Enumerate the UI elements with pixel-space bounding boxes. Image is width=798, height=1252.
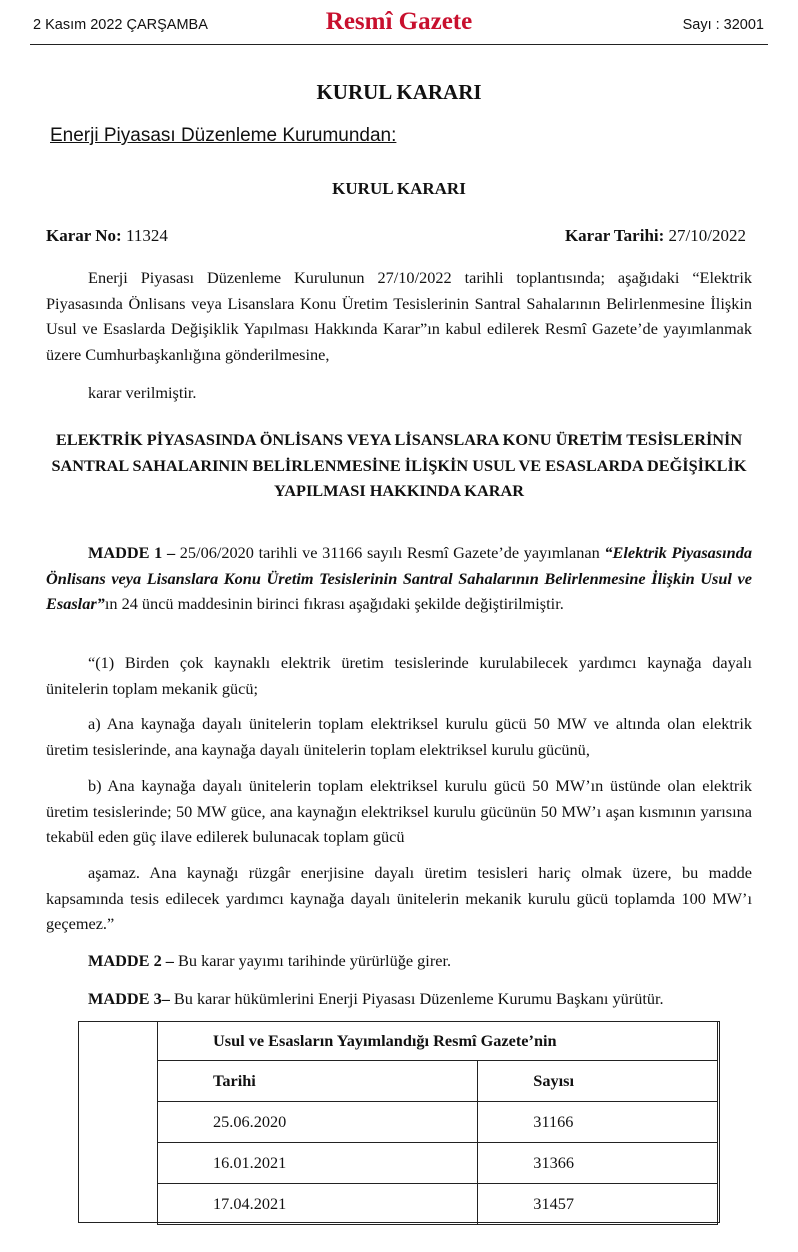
- header-date: 2 Kasım 2022 ÇARŞAMBA: [33, 17, 208, 33]
- decision-date: [565, 226, 746, 246]
- reference-table: [157, 1021, 718, 1225]
- article-3-text: Bu karar hükümlerini Enerji Piyasası Düzenleme Kurumu Başkanı yürütür.: [169, 989, 664, 1008]
- row-date: 16.01.2021: [158, 1143, 478, 1184]
- article-1: [46, 540, 752, 617]
- institution-name: Enerji Piyasası Düzenleme Kurumundan:: [50, 125, 397, 146]
- table-row: [158, 1102, 718, 1143]
- decision-date-label: Karar Tarihi:: [564, 226, 665, 245]
- article-1-text-a: 25/06/2020 tarihli ve 31166 sayılı Resmî Gazete’de yayımlanan: [175, 543, 605, 562]
- article-1-regulation-name: “Elektrik Piyasasında Önlisans veya Lisanslara Konu Üretim Tesislerinin Santral Sahalarının Belirlenmesine İlişkin Usul ve Esaslar”: [46, 543, 752, 613]
- row-issue: 31366: [478, 1143, 718, 1184]
- header-divider: [30, 44, 768, 45]
- intro-paragraph: Enerji Piyasası Düzenleme Kurulunun 27/10/2022 tarihli toplantısında; aşağıdaki “Elektrik Piyasasında Önlisans veya Lisanslara Konu Üretim Tesislerinin Santral Sahalarının Belirlenmesine İlişkin Usul ve Esaslarda Değişiklik Yapılması Hakkında Karar”ın kabul edilerek Resmî Gazete’de yayımlanmak üzere Cumhurbaşkanlığına gönderilmesine,: [46, 268, 752, 364]
- article-2: [46, 948, 752, 974]
- resolution-text: karar verilmiştir.: [88, 383, 197, 402]
- clause-b: b) Ana kaynağa dayalı ünitelerin toplam elektriksel kurulu gücü 50 MW’ın üstünde olan elektrik üretim tesislerinde; 50 MW güce, ana kaynağın elektriksel kurulu gücünün 50 MW’ı aşan kısmının yarısına tekabül eden güç ilave edilerek bulunacak toplam gücü: [46, 776, 752, 846]
- gazette-header: [0, 0, 798, 46]
- row-date: 17.04.2021: [158, 1184, 478, 1225]
- article-1-label: MADDE 1 –: [88, 543, 176, 562]
- clause-a: a) Ana kaynağa dayalı ünitelerin toplam elektriksel kurulu gücü 50 MW ve altında olan elektrik üretim tesislerinde, ana kaynağa dayalı ünitelerin toplam elektriksel kurulu gücünü,: [46, 714, 752, 759]
- page-title: KURUL KARARI: [316, 80, 482, 104]
- article-2-text: Bu karar yayımı tarihinde yürürlüğe girer.: [173, 951, 452, 970]
- row-issue: 31457: [478, 1184, 718, 1225]
- decision-number-value: 11324: [121, 226, 168, 245]
- gazette-title: Resmî Gazete: [325, 8, 473, 35]
- article-1-text-b: ın 24 üncü maddesinin birinci fıkrası aşağıdaki şekilde değiştirilmiştir.: [104, 594, 564, 613]
- column-header-issue: Sayısı: [478, 1061, 718, 1102]
- table-row: [158, 1143, 718, 1184]
- clause-1: “(1) Birden çok kaynaklı elektrik üretim tesislerinde kurulabilecek yardımcı kaynağa dayalı ünitelerin toplam mekanik gücü;: [46, 653, 752, 698]
- decision-date-value: 27/10/2022: [664, 226, 746, 245]
- table-caption: Usul ve Esasların Yayımlandığı Resmî Gazete’nin: [158, 1022, 718, 1061]
- header-issue-number: Sayı : 32001: [682, 17, 764, 33]
- column-header-date: Tarihi: [158, 1061, 478, 1102]
- decision-title: ELEKTRİK PİYASASINDA ÖNLİSANS VEYA LİSANSLARA KONU ÜRETİM TESİSLERİNİN SANTRAL SAHALARININ BELİRLENMESİNE İLİŞKİN USUL VE ESASLARDA DEĞİŞİKLİK YAPILMASI HAKKINDA KARAR: [51, 430, 747, 500]
- decision-number: [46, 226, 168, 246]
- article-3: [46, 986, 752, 1012]
- article-3-label: MADDE 3–: [88, 989, 170, 1008]
- clause-end: aşamaz. Ana kaynağı rüzgâr enerjisine dayalı üretim tesisleri hariç olmak üzere, bu madde kapsamında tesis edilecek yardımcı kaynağa dayalı ünitelerin mekanik kurulu gücü toplamda 100 MW’ı geçemez.”: [46, 863, 752, 933]
- table-row: [158, 1184, 718, 1225]
- section-title: KURUL KARARI: [332, 179, 466, 198]
- row-date: 25.06.2020: [158, 1102, 478, 1143]
- row-issue: 31166: [478, 1102, 718, 1143]
- decision-number-label: Karar No:: [46, 226, 122, 245]
- article-2-label: MADDE 2 –: [88, 951, 174, 970]
